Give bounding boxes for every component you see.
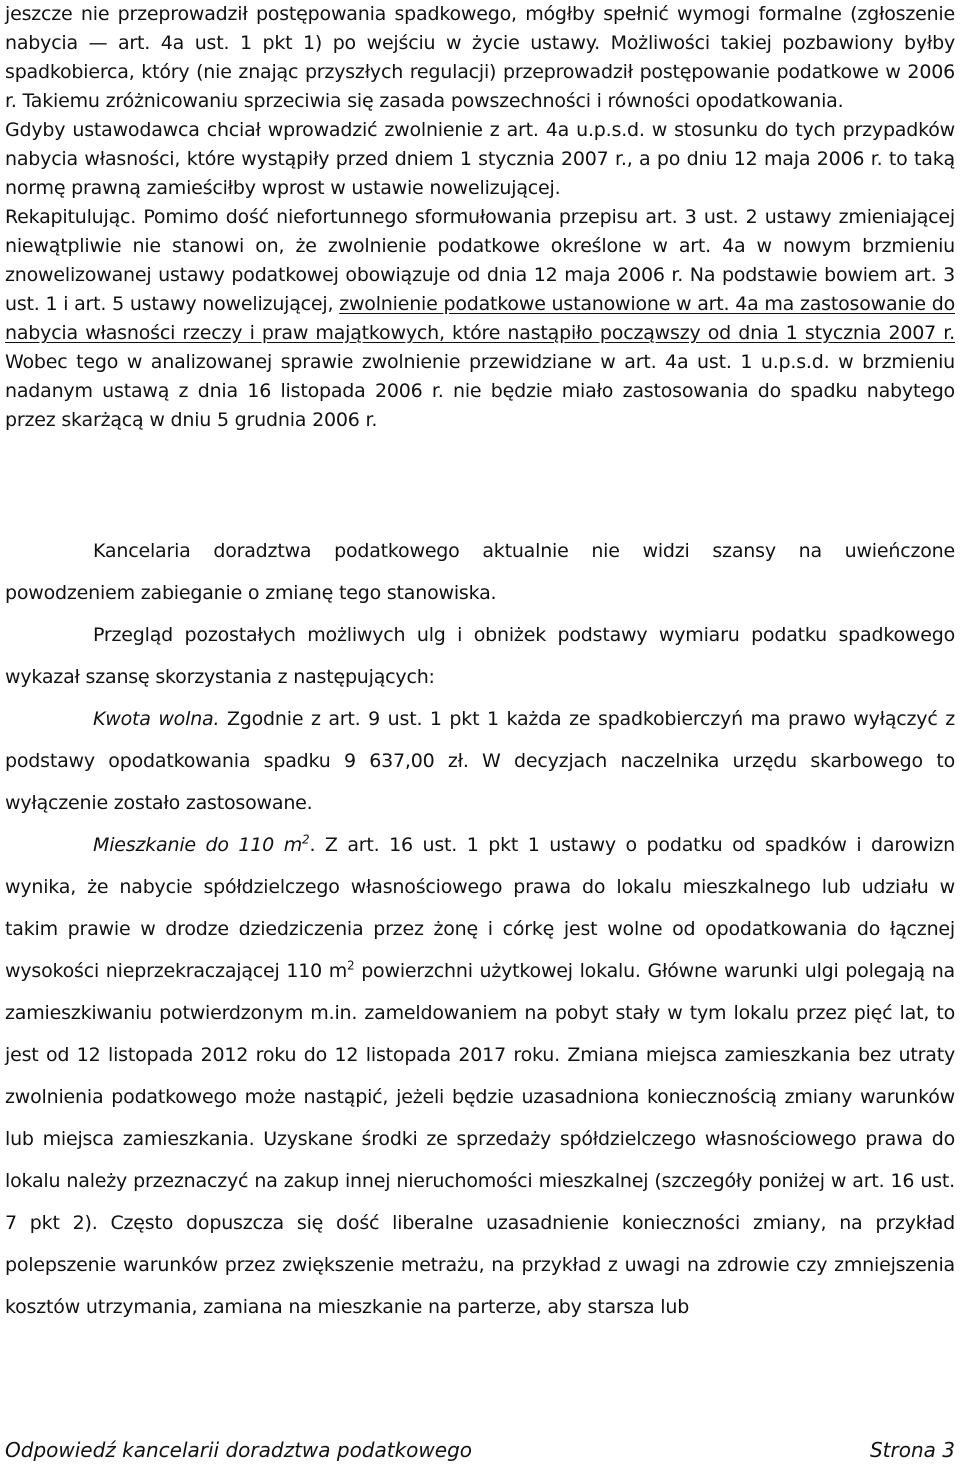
recap-text-start: Rekapitulując. Pomimo dość niefortunnego sformułowania przepisu art. 3 ust. 2 ustawy zmieniającej niewątpliwie nie stanowi on, że zwolnienie podatkowe określone w art. 4a w nowym brzmieniu znowelizowanej ustawy podatkowej obowiązuje od dnia 12 maja 2006 r. Na podstawie bowiem art. 3 ust. 1 i art. 5 ustawy nowelizującej,	[5, 206, 955, 315]
tax-free-amount-text: Zgodnie z art. 9 ust. 1 pkt 1 każda ze spadkobierczyń ma prawo wyłączyć z podstawy opodatkowania spadku 9 637,00 zł. W decyzjach naczelnika urzędu skarbowego to wyłączenie zostało zastosowane.	[5, 708, 956, 814]
apartment-title-text: Mieszkanie do 110 m	[93, 834, 302, 856]
paragraph-apartment-relief	[5, 824, 955, 1328]
paragraph-tax-free-amount	[5, 698, 955, 824]
apartment-relief-text-a: . Z art. 16 ust. 1 pkt 1 ustawy o podatku od spadków i darowizn wynika, że nabycie spółdzielczego własnościowego prawa do lokalu mieszkalnego lub udziału w takim prawie w drodze dziedziczenia przez żonę i córkę jest wolne od opodatkowania do łącznej wysokości nieprzekraczającej 110 m	[5, 834, 955, 982]
tax-free-amount-title: Kwota wolna.	[93, 708, 220, 730]
apartment-relief-text-b: powierzchni użytkowej lokalu. Główne warunki ulgi polegają na zamieszkiwaniu potwierdzonym m.in. zameldowaniem na pobyt stały w tym lokalu przez pięć lat, to jest od 12 listopada 2012 roku do 12 listopada 2017 roku. Zmiana miejsca zamieszkania bez utraty zwolnienia podatkowego może nastąpić, jeżeli będzie uzasadniona koniecznością zmiany warunków lub miejsca zamieszkania. Uzyskane środki ze sprzedaży spółdzielczego własnościowego prawa do lokalu należy przeznaczyć na zakup innej nieruchomości mieszkalnej (szczegóły poniżej w art. 16 ust. 7 pkt 2). Często dopuszcza się dość liberalne uzasadnienie konieczności zmiany, na przykład polepszenie warunków przez zwiększenie metrażu, na przykład z uwagi na zdrowie czy zmniejszenia kosztów utrzymania, zamiana na mieszkanie na parterze, aby starsza lub	[5, 960, 955, 1318]
recap-underlined-text: zwolnienie podatkowe ustanowione w art. 4a ma zastosowanie do nabycia własności rzeczy i praw majątkowych, które nastąpiło począwszy od dnia 1 stycznia 2007 r.	[5, 293, 955, 344]
paragraph-recapitulation	[5, 203, 955, 435]
area-superscript: 2	[347, 958, 355, 973]
paragraph-review: Przegląd pozostałych możliwych ulg i obniżek podstawy wymiaru podatku spadkowego wykazał szansę skorzystania z następujących:	[5, 624, 955, 688]
apartment-relief-title	[93, 834, 309, 856]
page-footer	[5, 1437, 955, 1463]
recap-text-end: Wobec tego w analizowanej sprawie zwolnienie przewidziane w art. 4a ust. 1 u.p.s.d. w brzmieniu nadanym ustawą z dnia 16 listopada 2006 r. nie będzie miało zastosowania do spadku nabytego przez skarżącą w dniu 5 grudnia 2006 r.	[5, 351, 955, 431]
footer-title: Odpowiedź kancelarii doradztwa podatkowego	[5, 1438, 473, 1462]
top-text-block	[5, 0, 955, 435]
paragraph-continuation: jeszcze nie przeprowadził postępowania spadkowego, mógłby spełnić wymogi formalne (zgłoszenie nabycia — art. 4a ust. 1 pkt 1) po wejściu w życie ustawy. Możliwości takiej pozbawiony byłby spadkobierca, który (nie znając przyszłych regulacji) przeprowadził postępowanie podatkowe w 2006 r. Takiemu zróżnicowaniu sprzeciwia się zasada powszechności i równości opodatkowania.	[5, 3, 955, 112]
paragraph-office-opinion: Kancelaria doradztwa podatkowego aktualnie nie widzi szansy na uwieńczone powodzeniem zabieganie o zmianę tego stanowiska.	[5, 540, 955, 604]
main-text-block	[5, 530, 955, 1328]
page-number: Strona 3	[869, 1438, 955, 1462]
apartment-title-superscript: 2	[302, 832, 310, 847]
paragraph-legislator: Gdyby ustawodawca chciał wprowadzić zwolnienie z art. 4a u.p.s.d. w stosunku do tych przypadków nabycia własności, które wystąpiły przed dniem 1 stycznia 2007 r., a po dniu 12 maja 2006 r. to taką normę prawną zamieściłby wprost w ustawie nowelizującej.	[5, 119, 955, 199]
